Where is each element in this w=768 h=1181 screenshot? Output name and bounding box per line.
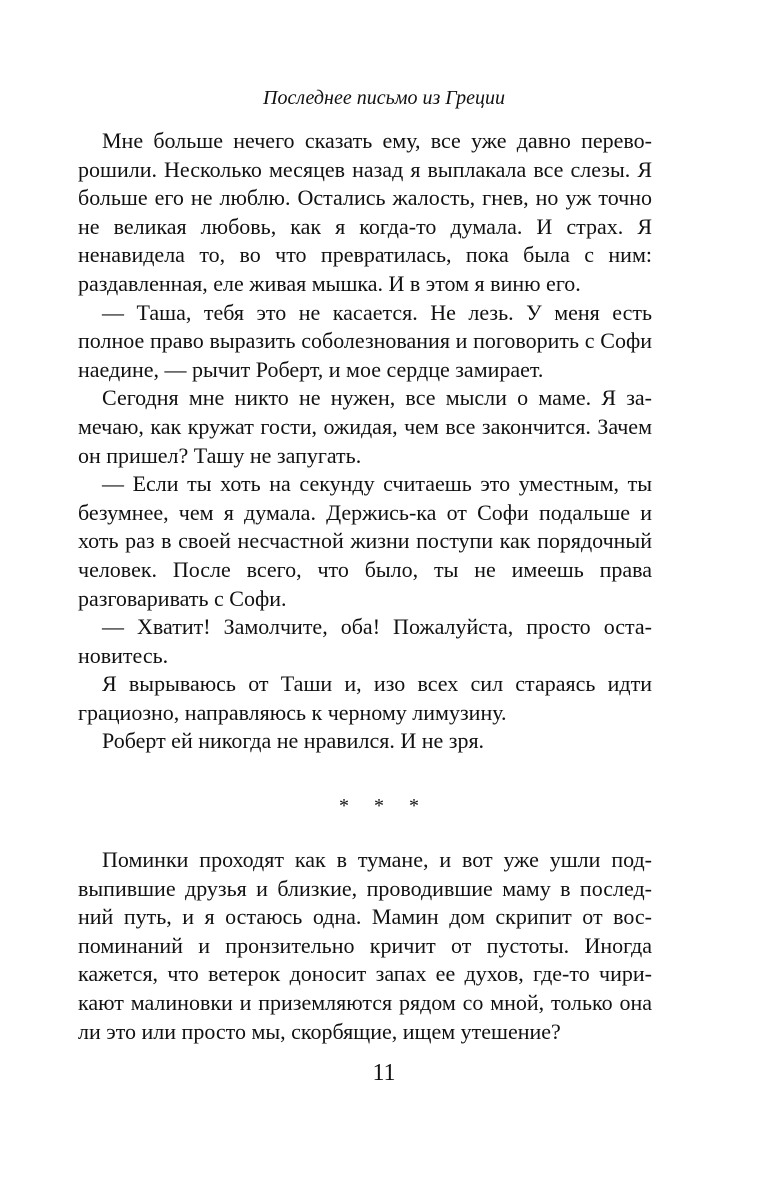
paragraph: — Таша, тебя это не касается. Не лезь. У меня есть полное право выразить соболезнования и поговорить с Софи наедине, — рычит Роберт, и мое сердце замирает. — [78, 299, 652, 382]
text-section-1 — [78, 127, 652, 756]
paragraph: Мне больше нечего сказать ему, все уже давно переворошили. Несколько месяцев назад я выплакала все слезы. Я больше его не люблю. Остались жалость, гнев, но уж точно не великая любовь, как я когда-то думала. И страх. Я ненавидела то, во что превратилась, пока была с ним: раздавленная, еле живая мышка. И в этом я виню его. — [78, 128, 652, 296]
text-section-2 — [78, 846, 652, 1046]
running-title: Последнее письмо из Греции — [263, 87, 505, 109]
page-number: 11 — [372, 1060, 396, 1086]
paragraph: Поминки проходят как в тумане, и вот уже ушли подвыпившие друзья и близкие, проводившие маму в последний путь, и я остаюсь одна. Мамин дом скрипит от воспоминаний и пронзительно кричит от пустоты. Иногда кажется, что ветерок доносит запах ее духов, где-то чирикают малиновки и приземляются рядом со мной, только она ли это или просто мы, скорбящие, ищем утешение? — [78, 847, 652, 1044]
paragraph: Роберт ей никогда не нравился. И не зря. — [102, 728, 485, 754]
paragraph: Сегодня мне никто не нужен, все мысли о маме. Я замечаю, как кружат гости, ожидая, чем все закончится. Зачем он пришел? Ташу не запугать. — [78, 385, 652, 468]
paragraph: Я вырываюсь от Таши и, изо всех сил стараясь идти грациозно, направляюсь к черному лимузину. — [78, 671, 652, 725]
paragraph: — Хватит! Замолчите, оба! Пожалуйста, просто остановитесь. — [78, 614, 652, 668]
paragraph: — Если ты хоть на секунду считаешь это уместным, ты безумнее, чем я думала. Держись-ка от Софи подальше и хоть раз в своей несчастной жизни поступи как порядочный человек. После всего, что было, ты не имеешь права разговаривать с Софи. — [78, 471, 652, 611]
section-separator: * * * — [339, 795, 429, 817]
